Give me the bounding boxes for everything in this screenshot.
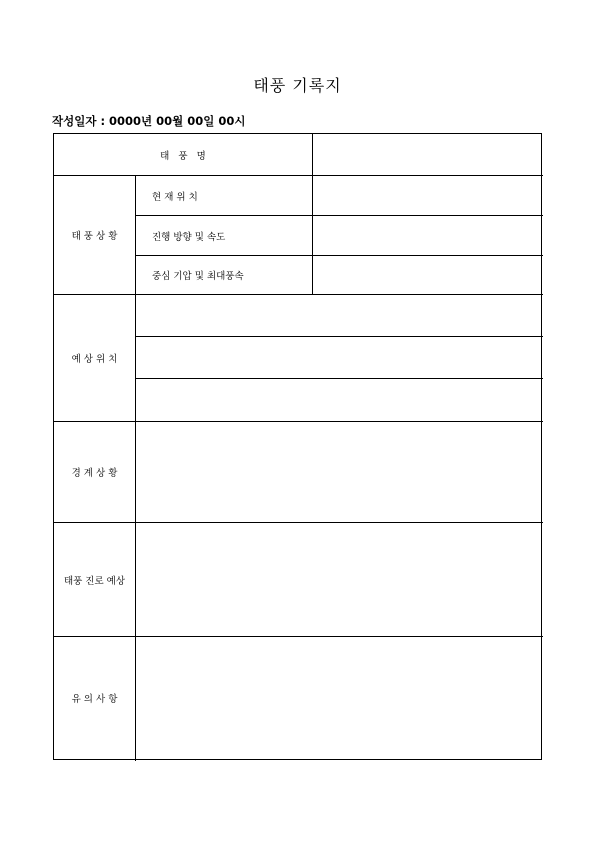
typhoon-record-form [53, 133, 542, 760]
page-title: 태풍 기록지 [253, 76, 342, 95]
typhoon-name-field[interactable] [313, 134, 543, 175]
pressure-wind-field[interactable] [313, 256, 543, 294]
typhoon-name-label: 태 풍 명 [160, 150, 206, 162]
forecast-path-label: 태풍 진로 예상 [63, 575, 126, 587]
alert-status-field[interactable] [136, 422, 543, 522]
current-position-label: 현 재 위 치 [152, 191, 198, 203]
current-position-field[interactable] [313, 176, 543, 215]
expected-position-field-1[interactable] [136, 295, 543, 336]
date-line: 작성일자 : 0000년 00월 00일 00시 [52, 114, 246, 128]
expected-position-field-2[interactable] [136, 337, 543, 378]
typhoon-status-label: 태 풍 상 황 [71, 231, 118, 242]
alert-status-label: 경 계 상 황 [71, 468, 118, 479]
notes-label: 유 의 사 항 [71, 694, 118, 705]
direction-speed-field[interactable] [313, 216, 543, 255]
expected-position-field-3[interactable] [136, 379, 543, 421]
expected-position-label: 예 상 위 치 [71, 354, 118, 365]
direction-speed-label: 진행 방향 및 속도 [152, 231, 226, 243]
notes-field[interactable] [136, 637, 543, 759]
pressure-wind-label: 중심 기압 및 최대풍속 [152, 271, 244, 282]
forecast-path-field[interactable] [136, 523, 543, 636]
